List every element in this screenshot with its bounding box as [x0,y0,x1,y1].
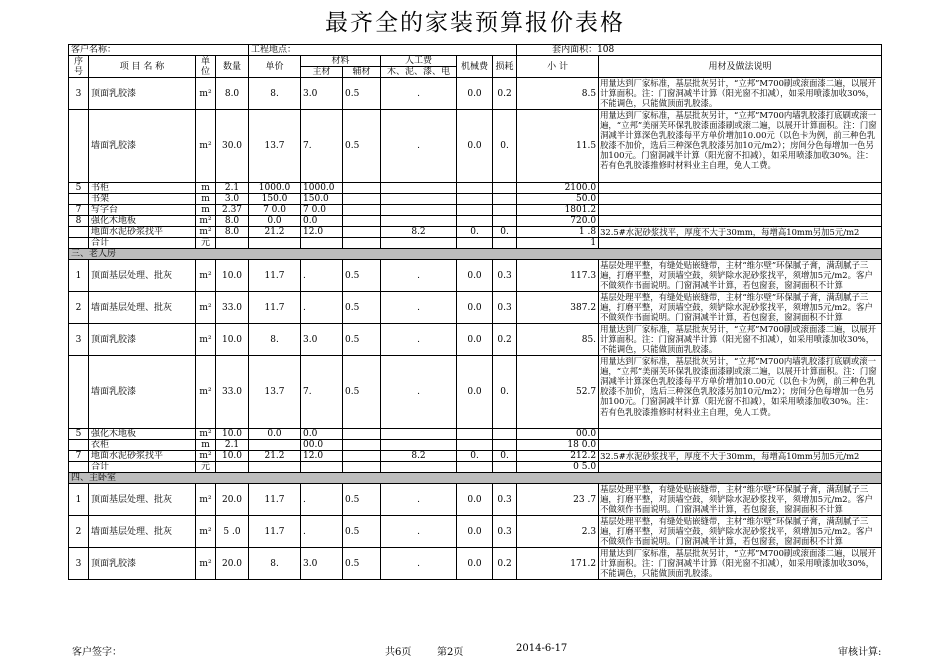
table-row [69,440,882,451]
cell-unit: m² [196,324,216,356]
table-row [69,78,882,110]
table-row [69,205,882,216]
cell-no [69,440,89,451]
cell-labor [381,205,457,216]
cell-machine [457,440,493,451]
cell-no [69,238,89,249]
cell-machine: 0.0 [457,292,493,324]
cell-price: 8. [249,548,301,580]
cell-sub: 8.5 [517,78,599,110]
cell-main [301,462,343,473]
cell-no: 2 [69,516,89,548]
cell-unit: m² [196,292,216,324]
cell-sub: 387.2 [517,292,599,324]
cell-main: 3.0 [301,548,343,580]
cell-name: 衣柜 [89,440,196,451]
cell-name: 地面水泥砂浆找平 [89,227,196,238]
audit-label: 审核计算: [838,647,882,658]
cell-desc: 用量达到厂家标准，基层批灰另计，“立邦”M700内墙乳胶漆打底刷或滚一遍，“立邦”美丽芙环保乳胶漆面漆刷或滚二遍，以展开计算面积。注：门窗洞减半计算深色乳胶漆每平方单价增加10.00元（以色卡为例，前三种色乳胶漆不加价，选后三种深色乳胶漆另加10元/m2）；房间分色每增加一色另加100元。门窗洞减半计算（阳光窗不扣减），如采用喷漆加收30%。注：若有色乳胶漆推修时材料业主自理，免人工费。 [599,356,882,429]
cell-no: 3 [69,78,89,110]
cell-machine: 0.0 [457,356,493,429]
client-signature: 客户签字： [72,647,122,658]
cell-aux: 0.5 [343,324,381,356]
cell-machine [457,205,493,216]
table-row [69,110,882,183]
cell-aux: 0.5 [343,78,381,110]
table-row [69,227,882,238]
cell-qty: 8.0 [216,216,249,227]
cell-machine: 0. [457,227,493,238]
cell-name: 顶面基层处理、批灰 [89,484,196,516]
col-no: 序号 [69,56,89,78]
section-row [69,473,882,484]
cell-name: 地面水泥砂浆找平 [89,451,196,462]
cell-no: 8 [69,216,89,227]
cell-sub: 11.5 [517,110,599,183]
cell-desc: 基层处理平整，有缝处贴嵌缝带，主材“维尔壁”环保腻子膏，满刮腻子三遍，打磨平整，对顶墙空鼓，须铲除水泥砂浆找平，须增加5元/m2。客户不做须作书面说明。门窗洞减半计算，若包窗套，窗洞面积不计算 [599,260,882,292]
col-loss: 损耗 [493,56,517,78]
cell-loss [493,194,517,205]
table-row [69,484,882,516]
cell-sub: 1801.2 [517,205,599,216]
cell-desc [599,429,882,440]
cell-no: 7 [69,451,89,462]
cell-loss: 0.3 [493,516,517,548]
cell-labor [381,183,457,194]
cell-sub: 23 .7 [517,484,599,516]
cell-loss [493,216,517,227]
cell-qty: 33.0 [216,356,249,429]
cell-aux [343,216,381,227]
cell-main: 12.0 [301,451,343,462]
cell-unit: 元 [196,238,216,249]
cell-qty: 2.1 [216,440,249,451]
cell-no: 7 [69,205,89,216]
cell-desc: 用量达到厂家标准，基层批灰另计，“立邦”M700刷或滚面漆二遍，以展开计算面积。注：门窗洞减半计算（阳光窗不扣减），如采用喷漆加收30%，不能调色，只能做顶面乳胶漆。 [599,324,882,356]
cell-price: 0.0 [249,429,301,440]
table-row [69,462,882,473]
cell-name: 书柜 [89,183,196,194]
cell-main: 00.0 [301,440,343,451]
cell-unit: m² [196,260,216,292]
cell-unit: 元 [196,462,216,473]
table-row [69,194,882,205]
page-count: 共6页 [385,647,412,658]
cell-labor: . [381,78,457,110]
cell-price: 11.7 [249,292,301,324]
cell-main: 0.0 [301,216,343,227]
cell-price: 150.0 [249,194,301,205]
cell-no [69,356,89,429]
cell-machine: 0.0 [457,516,493,548]
cell-machine: 0. [457,451,493,462]
cell-qty: 10.0 [216,451,249,462]
cell-sub: 117.3 [517,260,599,292]
cell-unit: m² [196,484,216,516]
page-number: 第2页 [437,647,464,658]
cell-aux: 0.5 [343,110,381,183]
cell-sub: 0 5.0 [517,462,599,473]
col-name: 项 目 名 称 [89,56,196,78]
cell-aux [343,451,381,462]
cell-no: 1 [69,260,89,292]
cell-machine: 0.0 [457,110,493,183]
cell-price [249,462,301,473]
cell-desc [599,238,882,249]
cell-labor: . [381,356,457,429]
cell-no: 3 [69,548,89,580]
cell-no [69,194,89,205]
client-name-label: 客户名称： [69,45,249,56]
cell-qty [216,238,249,249]
cell-name: 强化木地板 [89,216,196,227]
cell-desc [599,205,882,216]
col-price: 单价 [249,56,301,78]
cell-price: 21.2 [249,227,301,238]
cell-loss [493,238,517,249]
cell-aux [343,429,381,440]
date: 2014-6-17 [516,643,568,654]
cell-machine [457,183,493,194]
page-title: 最齐全的家装预算报价表格 [325,10,625,36]
table-row [69,451,882,462]
cell-desc [599,440,882,451]
cell-sub: 1 .8 [517,227,599,238]
table-row [69,548,882,580]
cell-sub: 171.2 [517,548,599,580]
cell-labor: . [381,260,457,292]
cell-sub: 1 [517,238,599,249]
cell-qty: 20.0 [216,484,249,516]
cell-aux [343,462,381,473]
cell-qty: 8.0 [216,227,249,238]
cell-unit: m² [196,110,216,183]
cell-price: 11.7 [249,516,301,548]
cell-unit: m [196,194,216,205]
section-row [69,249,882,260]
cell-price: 7 0.0 [249,205,301,216]
cell-price: 8. [249,78,301,110]
cell-price: 13.7 [249,356,301,429]
col-unit: 单位 [196,56,216,78]
cell-labor [381,194,457,205]
cell-loss: 0.2 [493,78,517,110]
cell-machine [457,238,493,249]
cell-loss: 0.2 [493,548,517,580]
cell-labor: 8.2 [381,451,457,462]
cell-main: 7. [301,356,343,429]
col-desc: 用材及做法说明 [599,56,882,78]
section-title: 三、老人房 [69,249,882,260]
cell-loss [493,183,517,194]
cell-loss: 0.3 [493,260,517,292]
cell-name: 顶面乳胶漆 [89,78,196,110]
cell-unit: m² [196,78,216,110]
cell-unit: m² [196,227,216,238]
cell-desc: 基层处理平整，有缝处贴嵌缝带，主材“维尔壁”环保腻子膏，满刮腻子三遍，打磨平整，对顶墙空鼓，须铲除水泥砂浆找平，须增加5元/m2。客户不做须作书面说明。门窗洞减半计算，若包窗套，窗洞面积不计算 [599,292,882,324]
cell-unit: m [196,183,216,194]
table-row [69,216,882,227]
cell-main: 7 0.0 [301,205,343,216]
cell-labor: . [381,484,457,516]
cell-qty: 30.0 [216,110,249,183]
cell-qty: 10.0 [216,429,249,440]
cell-unit: m [196,205,216,216]
cell-main: . [301,516,343,548]
cell-desc: 基层处理平整，有缝处贴嵌缝带，主材“维尔壁”环保腻子膏，满刮腻子三遍，打磨平整，对顶墙空鼓，须铲除水泥砂浆找平，须增加5元/m2。客户不做须作书面说明。门窗洞减半计算，若包窗套，窗洞面积不计算 [599,516,882,548]
cell-machine: 0.0 [457,548,493,580]
cell-unit: m² [196,548,216,580]
cell-aux: 0.5 [343,260,381,292]
cell-qty [216,462,249,473]
cell-labor: . [381,110,457,183]
cell-sub: 2100.0 [517,183,599,194]
cell-main: 3.0 [301,324,343,356]
table-row [69,260,882,292]
table-row [69,292,882,324]
address-label: 工程地点： [249,45,517,56]
cell-unit: m [196,440,216,451]
cell-no [69,110,89,183]
cell-name: 合计 [89,462,196,473]
cell-aux [343,205,381,216]
cell-loss [493,205,517,216]
cell-unit: m² [196,429,216,440]
cell-loss: 0.3 [493,484,517,516]
cell-qty: 2.37 [216,205,249,216]
cell-qty: 10.0 [216,324,249,356]
cell-aux: 0.5 [343,484,381,516]
cell-desc: 用量达到厂家标准，基层批灰另计，“立邦”M700刷或滚面漆二遍，以展开计算面积。注：门窗洞减半计算（阳光窗不扣减），如采用喷漆加收30%，不能调色，只能做顶面乳胶漆。 [599,78,882,110]
cell-main: . [301,260,343,292]
cell-desc: 用量达到厂家标准，基层批灰另计，“立邦”M700刷或滚面漆二遍，以展开计算面积。注：门窗洞减半计算（阳光窗不扣减），如采用喷漆加收30%，不能调色，只能做顶面乳胶漆。 [599,548,882,580]
cell-qty: 33.0 [216,292,249,324]
cell-aux [343,238,381,249]
cell-no [69,462,89,473]
cell-loss: 0. [493,110,517,183]
cell-aux: 0.5 [343,356,381,429]
cell-main: 150.0 [301,194,343,205]
cell-loss [493,429,517,440]
col-qty: 数量 [216,56,249,78]
cell-desc: 基层处理平整，有缝处贴嵌缝带，主材“维尔壁”环保腻子膏，满刮腻子三遍，打磨平整，对顶墙空鼓，须铲除水泥砂浆找平，须增加5元/m2。客户不做须作书面说明。门窗洞减半计算，若包窗套，窗洞面积不计算 [599,484,882,516]
cell-machine [457,216,493,227]
cell-main: 12.0 [301,227,343,238]
cell-desc: 用量达到厂家标准，基层批灰另计，“立邦”M700内墙乳胶漆打底刷或滚一遍，“立邦”美丽芙环保乳胶漆面漆刷或滚二遍，以展开计算面积。注：门窗洞减半计算深色乳胶漆每平方单价增加10.00元（以色卡为例，前三种色乳胶漆不加价，选后三种深色乳胶漆另加10元/m2）；房间分色每增加一色另加100元。门窗洞减半计算（阳光窗不扣减），如采用喷漆加收30%。注：若有色乳胶漆推修时材料业主自理，免人工费。 [599,110,882,183]
cell-no: 1 [69,484,89,516]
cell-main: . [301,484,343,516]
cell-labor [381,462,457,473]
cell-main: 3.0 [301,78,343,110]
cell-loss: 0. [493,451,517,462]
cell-name: 强化木地板 [89,429,196,440]
cell-price: 11.7 [249,260,301,292]
cell-unit: m² [196,516,216,548]
cell-unit: m² [196,451,216,462]
cell-qty: 20.0 [216,548,249,580]
cell-main: . [301,292,343,324]
cell-name: 顶面乳胶漆 [89,324,196,356]
section-title: 四、主卧室 [69,473,882,484]
cell-sub: 00.0 [517,429,599,440]
col-main-material: 主材 [301,67,343,78]
cell-sub: 212.2 [517,451,599,462]
cell-no: 3 [69,324,89,356]
cell-main: 7. [301,110,343,183]
cell-machine [457,429,493,440]
cell-qty: 8.0 [216,78,249,110]
cell-name: 墙面基层处理、批灰 [89,292,196,324]
cell-loss: 0.2 [493,324,517,356]
cell-loss: 0.3 [493,292,517,324]
cell-desc [599,194,882,205]
cell-machine: 0.0 [457,484,493,516]
col-machine: 机械费 [457,56,493,78]
cell-main: 0.0 [301,429,343,440]
cell-unit: m² [196,356,216,429]
cell-loss: 0. [493,227,517,238]
cell-loss [493,440,517,451]
cell-qty: 10.0 [216,260,249,292]
cell-aux [343,194,381,205]
cell-labor: . [381,324,457,356]
table-row [69,183,882,194]
cell-aux [343,227,381,238]
cell-aux: 0.5 [343,292,381,324]
cell-no: 5 [69,429,89,440]
col-aux-material: 辅材 [343,67,381,78]
table-row [69,324,882,356]
cell-aux: 0.5 [343,548,381,580]
budget-sheet [68,44,881,580]
cell-sub: 720.0 [517,216,599,227]
cell-name: 墙面基层处理、批灰 [89,516,196,548]
cell-loss [493,462,517,473]
table-row [69,516,882,548]
cell-aux [343,440,381,451]
table-row [69,356,882,429]
col-material: 材料 [301,56,381,67]
area-label: 套内面积：108 [517,45,882,56]
cell-name: 顶面基层处理、批灰 [89,260,196,292]
cell-name: 墙面乳胶漆 [89,110,196,183]
cell-labor [381,429,457,440]
budget-table [68,44,882,580]
cell-qty: 3.0 [216,194,249,205]
cell-price: 13.7 [249,110,301,183]
cell-no: 5 [69,183,89,194]
cell-name: 书架 [89,194,196,205]
cell-desc [599,183,882,194]
cell-price: 11.7 [249,484,301,516]
cell-name: 墙面乳胶漆 [89,356,196,429]
cell-machine: 0.0 [457,78,493,110]
cell-price: 21.2 [249,451,301,462]
cell-main [301,238,343,249]
cell-price [249,440,301,451]
cell-labor: . [381,516,457,548]
cell-name: 写字台 [89,205,196,216]
cell-labor [381,238,457,249]
col-labor: 人工费 [381,56,457,67]
cell-sub: 50.0 [517,194,599,205]
cell-qty: 5 .0 [216,516,249,548]
cell-no [69,227,89,238]
table-row [69,238,882,249]
cell-no: 2 [69,292,89,324]
cell-desc: 32.5#水泥砂浆找平，厚度不大于30mm，每增高10mm另加5元/m2 [599,451,882,462]
cell-labor: . [381,548,457,580]
cell-desc [599,462,882,473]
cell-aux: 0.5 [343,516,381,548]
cell-labor: . [381,292,457,324]
cell-aux [343,183,381,194]
cell-qty: 2.1 [216,183,249,194]
table-row [69,429,882,440]
cell-machine [457,194,493,205]
cell-desc: 32.5#水泥砂浆找平，厚度不大于30mm，每增高10mm另加5元/m2 [599,227,882,238]
cell-sub: 85. [517,324,599,356]
cell-price: 1000.0 [249,183,301,194]
cell-sub: 52.7 [517,356,599,429]
cell-main: 1000.0 [301,183,343,194]
cell-name: 顶面乳胶漆 [89,548,196,580]
cell-machine: 0.0 [457,324,493,356]
col-subtotal: 小 计 [517,56,599,78]
cell-price: 8. [249,324,301,356]
cell-labor [381,216,457,227]
cell-price [249,238,301,249]
cell-machine [457,462,493,473]
cell-sub: 18 0.0 [517,440,599,451]
col-labor-sub: 木、泥、漆、电 [381,67,457,78]
cell-price: 0.0 [249,216,301,227]
cell-desc [599,216,882,227]
cell-unit: m² [196,216,216,227]
cell-name: 合计 [89,238,196,249]
cell-labor: 8.2 [381,227,457,238]
cell-labor [381,440,457,451]
cell-loss: 0. [493,356,517,429]
cell-sub: 2.3 [517,516,599,548]
cell-machine: 0.0 [457,260,493,292]
